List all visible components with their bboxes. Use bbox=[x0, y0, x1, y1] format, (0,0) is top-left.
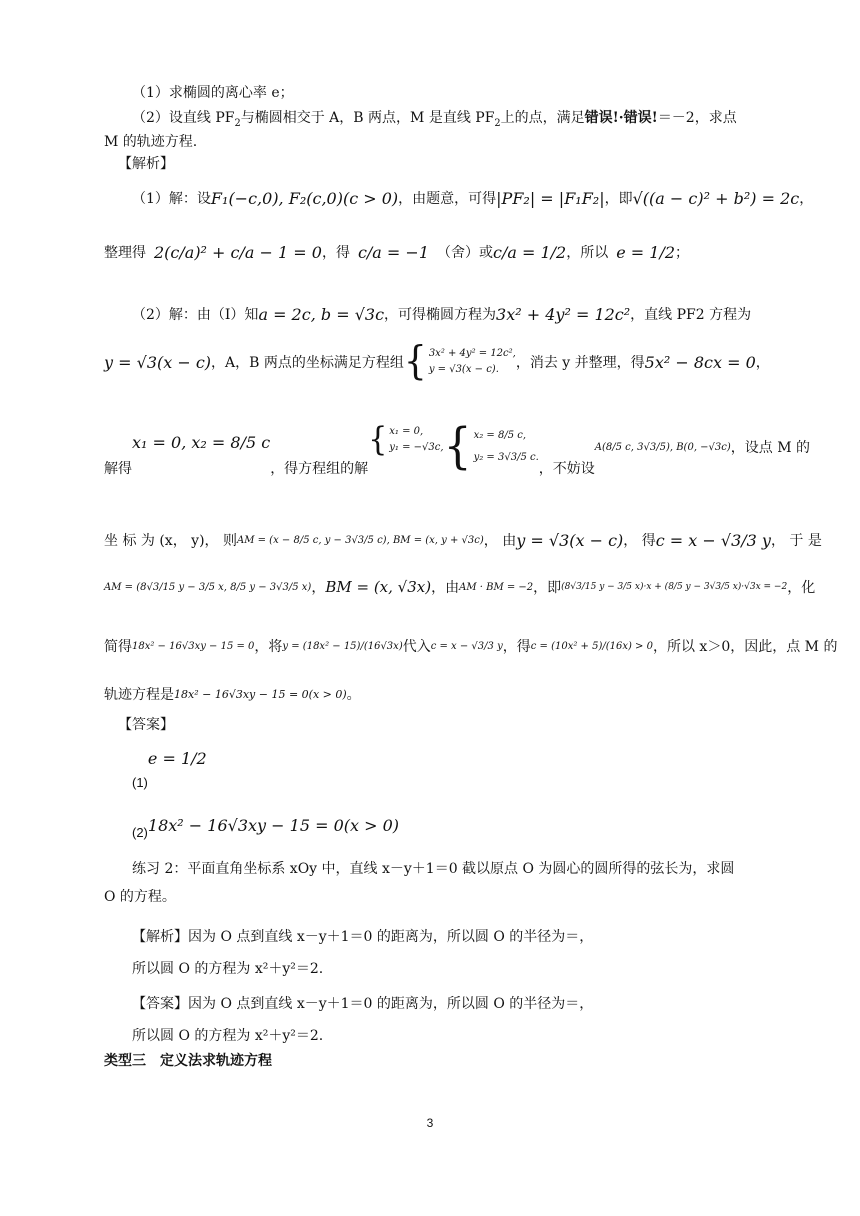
y-expression: y = (18x² − 15)/(16√3x) bbox=[282, 640, 403, 652]
vector-am: AM = (8√3/15 y − 3/5 x, 8/5 y − 3√3/5 x) bbox=[104, 581, 312, 593]
solution-set-b: { x₂ = 8/5 c, y₂ = 3√3/5 c. bbox=[443, 418, 539, 475]
page-number: 3 bbox=[426, 1116, 434, 1130]
section-heading-type3: 类型三 定义法求轨迹方程 bbox=[104, 1053, 272, 1069]
root-2: c/a = 1/2 bbox=[493, 242, 567, 262]
eccentricity: e = 1/2 bbox=[616, 242, 676, 262]
solution-2-line-2: y = √3(x − c) ，A，B 两点的坐标满足方程组 { 3x² + 4y² = 12c², y = √3(x − c). ，消去 y 并整理，得 5x² − 8cx = 0 ， bbox=[104, 338, 770, 384]
answer-2-eq: 18x² − 16√3xy − 15 = 0(x > 0) bbox=[147, 815, 400, 835]
problem-part-2: （2）设直线 $PF_2$与椭圆相交于 A，B 两点，M 是直线 $PF_2$上的点，满足错误!·错误!＝－2，求点 bbox=[132, 110, 737, 129]
solution-2-line-4: 坐 标 为 (x， y)， 则 AM = (x − 8/5 c, y − 3√3/5 c), BM = (x, y + √3c) ， 由 y = √3(x − c) ， 得 c = x − √3/3 y ， 于 是 bbox=[104, 530, 822, 550]
vectors: AM = (x − 8/5 c, y − 3√3/5 c), BM = (x, y + √3c) bbox=[236, 534, 484, 546]
vector-bm: BM = (x, √3x) bbox=[325, 578, 432, 596]
abs-equation: |PF₂| = |F₁F₂| bbox=[496, 188, 605, 208]
distance-equation: √((a − c)² + b²) = 2c bbox=[632, 188, 800, 208]
c-expression: c = x − √3/3 y bbox=[655, 530, 771, 550]
c-expression-2: c = x − √3/3 y bbox=[430, 640, 503, 652]
problem-part-2-cont: M 的轨迹方程. bbox=[104, 134, 198, 150]
dot-expansion: (8√3/15 y − 3/5 x)·x + (8/5 y − 3√3/5 x)·√3x = −2 bbox=[561, 582, 788, 592]
solution-set-a: { x₁ = 0, y₁ = −√3c, bbox=[368, 420, 444, 459]
exercise-2: 练习 2：平面直角坐标系 xOy 中，直线 x－y＋1＝0 截以原点 O 为圆心的圆所得的弦长为，求圆 bbox=[132, 861, 735, 877]
jiexi-heading: 【解析】 bbox=[118, 156, 174, 172]
exercise-2-answer-2: 所以圆 O 的方程为 x²＋y²＝2. bbox=[132, 1028, 324, 1044]
point-coords: A(8/5 c, 3√3/5), B(0, −√3c) bbox=[594, 441, 731, 453]
solution-2-line-5: AM = (8√3/15 y − 3/5 x, 8/5 y − 3√3/5 x) ， BM = (x, √3x) ，由 AM · BM = −2 ，即 (8√3/15 y − 3/5 x)·x + (8/5 y − 3√3/5 x)·√3x = −2 ，化 bbox=[104, 578, 816, 596]
exercise-2-jiexi: 【解析】因为 O 点到直线 x－y＋1＝0 的距离为，所以圆 O 的半径为＝， bbox=[132, 929, 594, 945]
exercise-2-cont: O 的方程。 bbox=[104, 889, 176, 905]
ab-relation: a = 2c, b = √3c bbox=[258, 304, 385, 324]
foci-formula: F₁(−c,0), F₂(c,0)(c > 0) bbox=[210, 188, 399, 208]
equation-system: { 3x² + 4y² = 12c², y = √3(x − c). bbox=[403, 338, 516, 384]
answer-1: (1) e = 1/2 bbox=[132, 748, 207, 790]
line-equation: y = √3(x − c) bbox=[104, 352, 212, 372]
locus-eq: 18x² − 16√3xy − 15 = 0 bbox=[132, 640, 255, 652]
solution-1-result: 整理得 2(c/a)² + c/a − 1 = 0 ，得 c/a = −1 （舍）或 c/a = 1/2 ，所以 e = 1/2 ； bbox=[104, 242, 690, 262]
dot-product: AM · BM = −2 bbox=[459, 581, 534, 593]
root-1: c/a = −1 bbox=[357, 242, 430, 262]
solution-2-line-7: 轨迹方程是 18x² − 16√3xy − 15 = 0(x > 0) 。 bbox=[104, 687, 361, 703]
solution-1-line: （1）解：设 F₁(−c,0), F₂(c,0)(c > 0) ，由题意，可得 |PF₂| = |F₁F₂| ，即 √((a − c)² + b²) = 2c ， bbox=[132, 188, 814, 208]
ratio-equation: 2(c/a)² + c/a − 1 = 0 bbox=[154, 242, 322, 262]
answer-heading: 【答案】 bbox=[118, 717, 174, 733]
error-ref: 错误!·错误! bbox=[584, 110, 658, 126]
solution-2-line-1: （2）解：由（Ⅰ）知 a = 2c, b = √3c ，可得椭圆方程为 3x² + 4y² = 12c² ，直线 PF2 方程为 bbox=[132, 304, 752, 324]
line-equation-2: y = √3(x − c) bbox=[516, 530, 624, 550]
problem-part-1: （1）求椭圆的离心率 e； bbox=[132, 85, 294, 101]
answer-1-eq: e = 1/2 bbox=[147, 748, 207, 768]
answer-2: (2) 18x² − 16√3xy − 15 = 0(x > 0) bbox=[132, 815, 400, 840]
quadratic-equation: 5x² − 8cx = 0 bbox=[644, 352, 756, 372]
solution-2-line-6: 简得 18x² − 16√3xy − 15 = 0 ，将 y = (18x² − 15)/(16√3x) 代入 c = x − √3/3 y ，得 c = (10x² + 5)/(16x) > 0 ，所以 x＞0，因此，点 M 的 bbox=[104, 639, 838, 655]
locus-final: 18x² − 16√3xy − 15 = 0(x > 0) bbox=[174, 687, 347, 701]
x-roots: x₁ = 0, x₂ = 8/5 c bbox=[132, 432, 271, 452]
exercise-2-jiexi-2: 所以圆 O 的方程为 x²＋y²＝2. bbox=[132, 961, 324, 977]
ellipse-equation: 3x² + 4y² = 12c² bbox=[496, 304, 631, 324]
exercise-2-answer: 【答案】因为 O 点到直线 x－y＋1＝0 的距离为，所以圆 O 的半径为＝， bbox=[132, 996, 594, 1012]
solution-2-line-3: 解得 x₁ = 0, x₂ = 8/5 c ，得方程组的解 { x₁ = 0, y₁ = −√3c, { x₂ = 8/5 c, y₂ = 3√3/5 c. ，不妨设 A(8/5 c, 3√3/5), B(0, −√3c) ，设点 M 的 bbox=[104, 418, 811, 477]
c-value: c = (10x² + 5)/(16x) > 0 bbox=[530, 640, 653, 652]
